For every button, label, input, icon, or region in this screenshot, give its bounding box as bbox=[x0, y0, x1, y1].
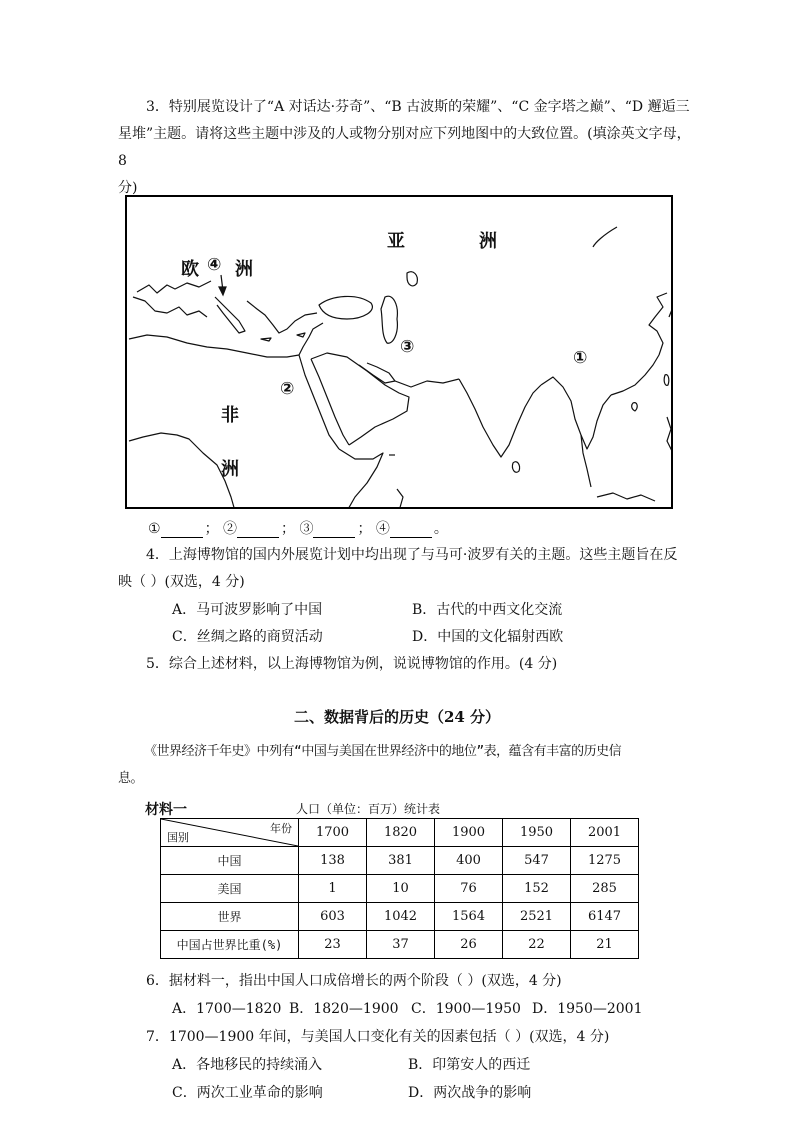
q3-line2: 星堆”主题。请将这些主题中涉及的人或物分别对应下列地图中的大致位置。(填涂英文字母，8 bbox=[118, 126, 691, 169]
table-cell: 22 bbox=[503, 931, 571, 959]
indonesia bbox=[597, 493, 655, 501]
marker-4: ④ bbox=[207, 255, 222, 275]
row-name: 美国 bbox=[161, 875, 299, 903]
blank-label-2: ② bbox=[223, 521, 238, 537]
coast-iberia bbox=[133, 297, 207, 317]
coast-india bbox=[459, 379, 541, 457]
q4-option-b[interactable]: B．古代的中西文化交流 bbox=[412, 602, 563, 618]
q6-text: 6．据材料一，指出中国人口成倍增长的两个阶段（ ）(双选，4 分) bbox=[146, 973, 562, 989]
q3-line1: 3．特别展览设计了“A 对话达·芬奇”、“B 古波斯的荣耀”、“C 金字塔之巅”、“D 邂逅三 bbox=[146, 99, 690, 115]
coast-indochina bbox=[541, 377, 611, 449]
label-europe-2: 洲 bbox=[235, 259, 253, 280]
q7-option-c[interactable]: C．两次工业革命的影响 bbox=[172, 1085, 323, 1101]
coast-east-china bbox=[649, 293, 667, 355]
q4-line1: 4．上海博物馆的国内外展览计划中均出现了与马可·波罗有关的主题。这些主题旨在反 bbox=[146, 547, 678, 563]
aral-sea bbox=[407, 272, 417, 286]
intro-line1: 《世界经济千年史》中列有“中国与美国在世界经济中的地位”表，蕴含有丰富的历史信 bbox=[144, 744, 622, 759]
blank-label-3: ③ bbox=[299, 521, 314, 537]
q3-line3: 分) bbox=[118, 180, 138, 196]
section-2-intro bbox=[118, 738, 698, 792]
caspian-sea bbox=[381, 296, 397, 343]
sri-lanka bbox=[512, 462, 519, 473]
q4-line2: 映（ ）(双选，4 分) bbox=[118, 574, 245, 590]
blank-1[interactable] bbox=[161, 524, 203, 538]
table-cell: 285 bbox=[571, 875, 639, 903]
novaya-zemlya bbox=[593, 227, 617, 247]
table-cell: 138 bbox=[299, 847, 367, 875]
hainan bbox=[632, 403, 637, 411]
blank-sep: ； bbox=[281, 521, 296, 537]
map-eurasia-africa bbox=[125, 195, 673, 509]
table-row bbox=[161, 931, 639, 959]
blank-4[interactable] bbox=[390, 524, 432, 538]
arabia bbox=[311, 353, 409, 445]
table-cell: 152 bbox=[503, 875, 571, 903]
marker-1: ① bbox=[573, 348, 588, 368]
header-diagonal-cell bbox=[161, 819, 299, 847]
blank-sep: ； bbox=[204, 521, 219, 537]
q7-option-b[interactable]: B．印第安人的西迁 bbox=[408, 1057, 531, 1073]
philippines bbox=[667, 417, 673, 453]
table-cell: 10 bbox=[367, 875, 435, 903]
blank-2[interactable] bbox=[237, 524, 279, 538]
crete bbox=[261, 338, 271, 341]
table-cell: 400 bbox=[435, 847, 503, 875]
q4-option-c[interactable]: C．丝绸之路的商贸活动 bbox=[172, 629, 323, 645]
japan bbox=[669, 297, 673, 317]
label-africa-1: 非 bbox=[221, 405, 239, 426]
blank-3[interactable] bbox=[313, 524, 355, 538]
q5-text: 5．综合上述材料，以上海博物馆为例，说说博物馆的作用。(4 分) bbox=[146, 656, 558, 672]
row-name: 世界 bbox=[161, 903, 299, 931]
madagascar bbox=[397, 489, 403, 509]
section-2-title: 二、数据背后的历史（24 分） bbox=[293, 708, 501, 726]
taiwan bbox=[664, 375, 669, 386]
table-cell: 1042 bbox=[367, 903, 435, 931]
coast-levant bbox=[299, 323, 323, 355]
coast-horn bbox=[339, 449, 383, 509]
coast-north-africa bbox=[129, 335, 299, 357]
marker-2: ② bbox=[280, 379, 295, 399]
row-name: 中国占世界比重(%) bbox=[161, 931, 299, 959]
persian-gulf bbox=[359, 363, 395, 383]
question-3 bbox=[118, 94, 698, 202]
year-cell: 1700 bbox=[299, 819, 367, 847]
table-row bbox=[161, 903, 639, 931]
header-country: 国别 bbox=[167, 831, 189, 844]
label-asia-2: 洲 bbox=[479, 231, 497, 252]
table-cell: 1564 bbox=[435, 903, 503, 931]
q6-option-c[interactable]: C．1900—1950 bbox=[411, 1001, 521, 1017]
table-cell: 603 bbox=[299, 903, 367, 931]
coast-balkans bbox=[247, 301, 317, 333]
q4-option-d[interactable]: D．中国的文化辐射西欧 bbox=[412, 629, 564, 645]
table-cell: 21 bbox=[571, 931, 639, 959]
label-europe: 欧 bbox=[181, 259, 199, 280]
table-cell: 76 bbox=[435, 875, 503, 903]
blank-sep: ； bbox=[357, 521, 372, 537]
q7-text: 7．1700—1900 年间，与美国人口变化有关的因素包括（ ）(双选，4 分) bbox=[146, 1029, 610, 1045]
table-cell: 6147 bbox=[571, 903, 639, 931]
marker-3: ③ bbox=[400, 337, 415, 357]
year-cell: 1950 bbox=[503, 819, 571, 847]
table-header-row bbox=[161, 819, 639, 847]
black-sea bbox=[319, 296, 372, 319]
q7-option-a[interactable]: A．各地移民的持续涌入 bbox=[172, 1057, 323, 1073]
table-cell: 1275 bbox=[571, 847, 639, 875]
row-name: 中国 bbox=[161, 847, 299, 875]
coast-scandinavia bbox=[137, 281, 211, 293]
year-cell: 1820 bbox=[367, 819, 435, 847]
red-sea-west bbox=[299, 355, 339, 449]
blank-label-1: ① bbox=[148, 521, 161, 537]
q4-option-a[interactable]: A．马可波罗影响了中国 bbox=[172, 602, 323, 618]
answer-blanks bbox=[148, 518, 448, 538]
table-cell: 1 bbox=[299, 875, 367, 903]
label-asia-1: 亚 bbox=[387, 231, 405, 252]
table-cell: 26 bbox=[435, 931, 503, 959]
table-row bbox=[161, 847, 639, 875]
table-cell: 2521 bbox=[503, 903, 571, 931]
blank-label-4: ④ bbox=[375, 521, 390, 537]
coast-west-africa bbox=[129, 433, 235, 509]
material-1-label: 材料一 bbox=[145, 802, 187, 818]
coast-iran bbox=[395, 379, 459, 387]
coast-italy bbox=[215, 297, 245, 333]
red-sea-east bbox=[311, 359, 349, 445]
q7-option-d[interactable]: D．两次战争的影响 bbox=[408, 1085, 532, 1101]
q6-option-a[interactable]: A．1700—1820 bbox=[172, 1001, 282, 1017]
table-row bbox=[161, 875, 639, 903]
q6-option-d[interactable]: D．1950—2001 bbox=[532, 1001, 643, 1017]
cyprus bbox=[297, 333, 305, 337]
table-cell: 547 bbox=[503, 847, 571, 875]
header-year: 年份 bbox=[270, 822, 292, 835]
table-cell: 37 bbox=[367, 931, 435, 959]
table-caption: 人口（单位：百万）统计表 bbox=[296, 802, 441, 816]
table-cell: 381 bbox=[367, 847, 435, 875]
population-table bbox=[160, 818, 639, 959]
q6-option-b[interactable]: B．1820—1900 bbox=[289, 1001, 399, 1017]
label-africa-2: 洲 bbox=[221, 459, 239, 480]
blank-end: 。 bbox=[433, 521, 448, 537]
year-cell: 1900 bbox=[435, 819, 503, 847]
intro-line2: 息。 bbox=[118, 771, 144, 786]
year-cell: 2001 bbox=[571, 819, 639, 847]
coast-south-china bbox=[611, 355, 659, 395]
table-cell: 23 bbox=[299, 931, 367, 959]
